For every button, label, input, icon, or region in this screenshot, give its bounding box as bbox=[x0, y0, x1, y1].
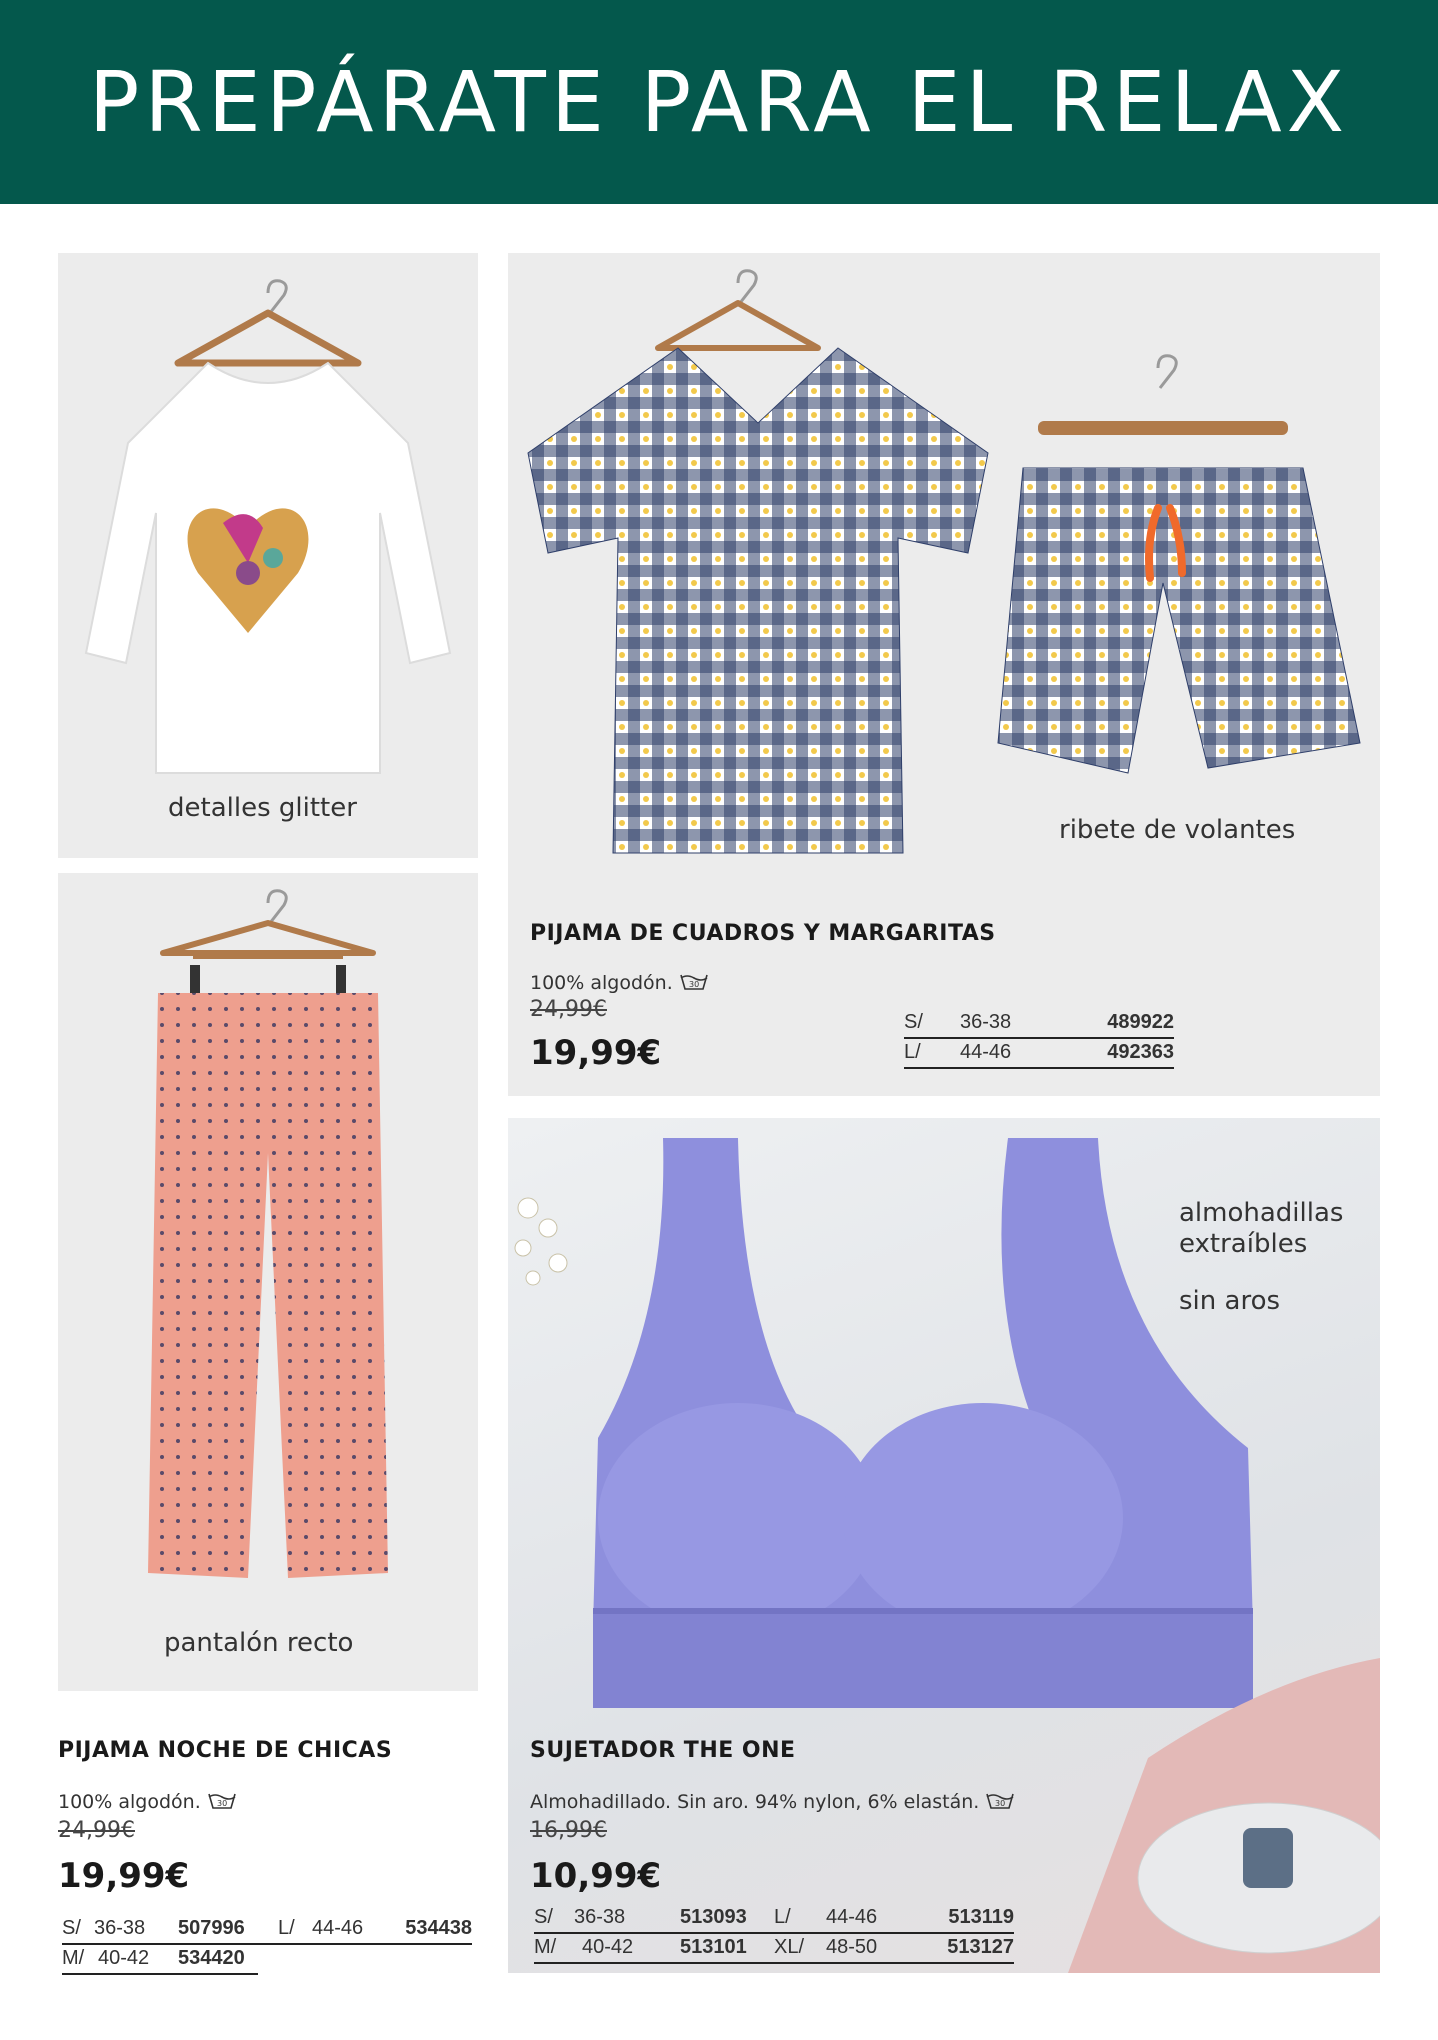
tshirt-panel bbox=[58, 253, 478, 858]
sale-price: 19,99€ bbox=[58, 1856, 190, 1896]
pants-panel bbox=[58, 873, 478, 1691]
page-header bbox=[0, 0, 1438, 204]
size-row: S/ 36-38 507996 L/ 44-46 534438 bbox=[62, 1917, 472, 1939]
pants-image bbox=[58, 873, 478, 1633]
page-title: PREPÁRATE PARA EL RELAX bbox=[88, 53, 1350, 151]
svg-text:30: 30 bbox=[995, 1799, 1006, 1808]
hanger-icon bbox=[738, 271, 756, 303]
product-composition: 100% algodón. 30 bbox=[58, 1791, 237, 1813]
row-divider bbox=[62, 1973, 258, 1975]
tshirt-image bbox=[58, 253, 478, 813]
size-table bbox=[62, 1915, 472, 1975]
callout-pads: almohadillas extraíbles bbox=[1179, 1198, 1344, 1259]
sale-price: 19,99€ bbox=[530, 1033, 662, 1073]
row-divider bbox=[904, 1067, 1174, 1069]
product-name: PIJAMA DE CUADROS Y MARGARITAS bbox=[530, 921, 996, 946]
size-row: L/ 44-46 492363 bbox=[904, 1041, 1174, 1063]
old-price: 16,99€ bbox=[530, 1818, 607, 1843]
old-price: 24,99€ bbox=[530, 997, 607, 1022]
row-divider bbox=[534, 1962, 1014, 1964]
svg-text:30: 30 bbox=[216, 1799, 227, 1808]
size-table bbox=[534, 1904, 1014, 1964]
hanger-icon bbox=[268, 891, 286, 923]
wash-icon bbox=[679, 973, 709, 991]
callout-glitter: detalles glitter bbox=[168, 793, 357, 823]
size-row: S/ 36-38 513093 L/ 44-46 513119 bbox=[534, 1906, 1014, 1928]
old-price: 24,99€ bbox=[58, 1818, 135, 1843]
gingham-pajama-panel bbox=[508, 253, 1380, 1096]
wash-icon bbox=[985, 1792, 1015, 1810]
size-row: S/ 36-38 489922 bbox=[904, 1011, 1174, 1033]
product-composition: 100% algodón. 30 bbox=[530, 972, 709, 994]
product-name: SUJETADOR THE ONE bbox=[530, 1738, 796, 1763]
size-row: M/ 40-42 534420 bbox=[62, 1947, 245, 1969]
svg-text:30: 30 bbox=[688, 980, 699, 989]
callout-pants: pantalón recto bbox=[164, 1628, 354, 1658]
sale-price: 10,99€ bbox=[530, 1856, 662, 1896]
product-composition: Almohadillado. Sin aro. 94% nylon, 6% elastán. 30 bbox=[530, 1791, 1015, 1813]
wash-icon bbox=[207, 1792, 237, 1810]
callout-ruffles: ribete de volantes bbox=[1059, 815, 1296, 845]
product-name: PIJAMA NOCHE DE CHICAS bbox=[58, 1738, 393, 1763]
callout-no-wire: sin aros bbox=[1179, 1286, 1281, 1316]
bra-panel bbox=[508, 1118, 1380, 1973]
size-row: M/ 40-42 513101 XL/ 48-50 513127 bbox=[534, 1936, 1014, 1958]
flowers-decoration bbox=[515, 1198, 567, 1285]
perfume-bottle bbox=[1243, 1828, 1293, 1888]
gingham-pajama-image bbox=[508, 253, 1380, 873]
hanger-icon bbox=[1158, 356, 1176, 388]
size-table bbox=[904, 1009, 1174, 1069]
hanger-icon bbox=[268, 281, 286, 313]
